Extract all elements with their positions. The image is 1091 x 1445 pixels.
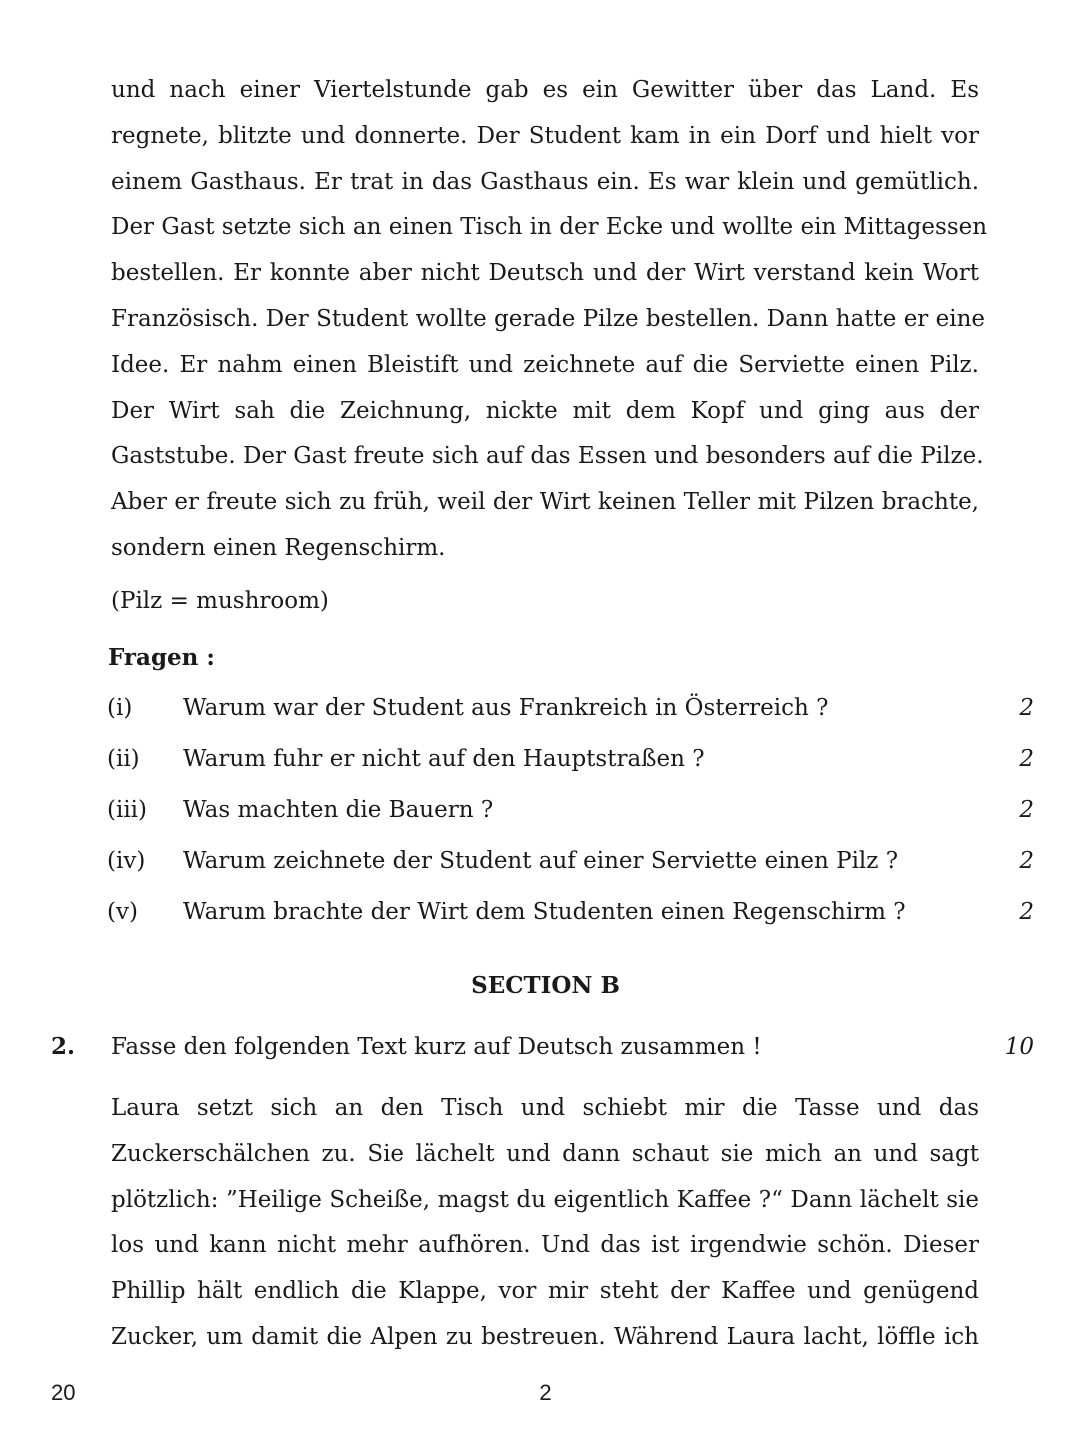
passage-line: Gaststube. Der Gast freute sich auf das Essen und besonders auf die Pilze.: [111, 443, 984, 470]
passage-1: [111, 68, 988, 572]
passage-line: und nach einer Viertelstunde gab es ein Gewitter über das Land. Es: [111, 77, 979, 103]
question-text: Fasse den folgenden Text kurz auf Deutsch zusammen !: [111, 1034, 762, 1060]
passage-line: Zuckerschälchen zu. Sie lächelt und dann schaut sie mich an und sagt: [111, 1140, 979, 1167]
page-number: 2: [539, 1380, 552, 1405]
question-number: (ii): [107, 746, 140, 772]
question-text: Warum war der Student aus Frankreich in Österreich ?: [183, 695, 829, 721]
question-text: Warum fuhr er nicht auf den Hauptstraßen ?: [183, 746, 705, 772]
question-row: [0, 896, 1091, 928]
question-marks: 10: [1004, 1034, 1034, 1060]
question-row: [0, 743, 1091, 775]
passage-line: sondern einen Regenschirm.: [111, 534, 446, 561]
section-title: SECTION B: [471, 972, 620, 999]
passage-line: Phillip hält endlich die Klappe, vor mir steht der Kaffee und genügend: [111, 1278, 979, 1305]
question-text: Warum zeichnete der Student auf einer Serviette einen Pilz ?: [183, 848, 899, 874]
question-marks: 2: [1019, 899, 1034, 925]
passage-line: los und kann nicht mehr aufhören. Und das ist irgendwie schön. Dieser: [111, 1232, 979, 1259]
passage-line: regnete, blitzte und donnerte. Der Student kam in ein Dorf und hielt vor: [111, 122, 979, 149]
question-row: [0, 794, 1091, 826]
passage-line: einem Gasthaus. Er trat in das Gasthaus ein. Es war klein und gemütlich.: [111, 168, 979, 195]
question-marks: 2: [1019, 695, 1034, 721]
passage-line: Der Wirt sah die Zeichnung, nickte mit dem Kopf und ging aus der: [111, 397, 979, 424]
passage-line: plötzlich: ”Heilige Scheiße, magst du eigentlich Kaffee ?“ Dann lächelt sie: [111, 1186, 979, 1213]
passage-line: Französisch. Der Student wollte gerade Pilze bestellen. Dann hatte er eine: [111, 305, 985, 332]
passage-line: Idee. Er nahm einen Bleistift und zeichnete auf die Serviette einen Pilz.: [111, 351, 979, 378]
passage-line: Aber er freute sich zu früh, weil der Wirt keinen Teller mit Pilzen brachte,: [111, 489, 979, 516]
passage-2: [111, 1086, 979, 1361]
questions-heading: Fragen :: [108, 644, 215, 671]
question-number: 2.: [51, 1033, 76, 1060]
question-number: (iii): [107, 797, 148, 823]
passage-line: Der Gast setzte sich an einen Tisch in der Ecke und wollte ein Mittagessen: [111, 214, 988, 241]
question-text: Warum brachte der Wirt dem Studenten einen Regenschirm ?: [183, 899, 906, 925]
question-marks: 2: [1019, 746, 1034, 772]
question-marks: 2: [1019, 848, 1034, 874]
question-number: (iv): [107, 848, 146, 874]
question-number: (v): [107, 899, 138, 925]
passage-line: Laura setzt sich an den Tisch und schiebt mir die Tasse und das: [111, 1095, 979, 1121]
paper-code: 20: [51, 1380, 76, 1405]
question-row: [0, 692, 1091, 724]
question-text: Was machten die Bauern ?: [183, 797, 494, 823]
question-row: [0, 845, 1091, 877]
question-marks: 2: [1019, 797, 1034, 823]
vocabulary-note: (Pilz = mushroom): [111, 588, 329, 614]
passage-line: Zucker, um damit die Alpen zu bestreuen. Während Laura lacht, löffle ich: [111, 1323, 979, 1350]
passage-line: bestellen. Er konnte aber nicht Deutsch und der Wirt verstand kein Wort: [111, 260, 979, 287]
question-number: (i): [107, 695, 133, 721]
